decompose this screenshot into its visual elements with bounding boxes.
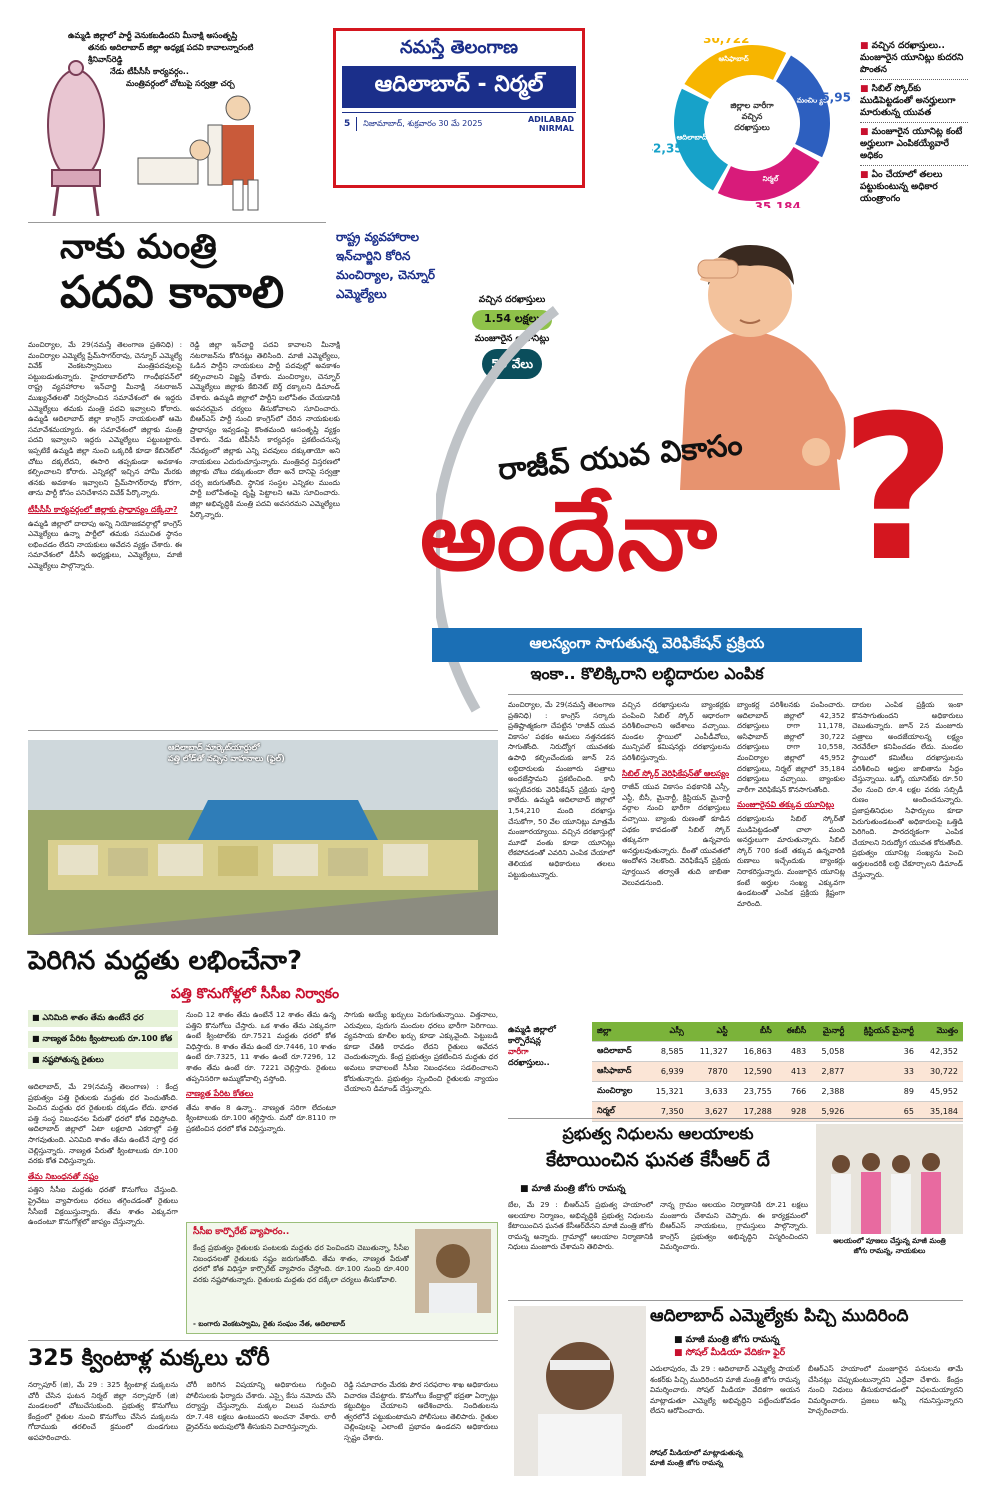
story5-photo — [514, 1306, 646, 1476]
story2-kicker: పత్తి కొనుగోళ్లలో సీసీఐ నిర్వాకం — [170, 986, 340, 1002]
temple-photo — [816, 1124, 963, 1234]
donut-district-label: నిర్మల్ — [762, 175, 779, 184]
stat2-label: మంజూరైన యూనిట్లు — [474, 334, 550, 344]
donut-center-2: వచ్చిన — [741, 112, 763, 121]
table-row: మంచిర్యాల 15,321 3,633 23,755 766 2,388 89 45,952 — [592, 1082, 963, 1102]
story1-col1: మంచిర్యాల, మే 29(నమస్తే తెలంగాణ ప్రతినిధి) : మంచిర్యాల ఎమ్మెల్యే ప్రేమ్‌సాగర్‌రావు, చెన్నూర్ ఎమ్మెల్యే వివేక్ వెంకటస్వామిలు మంత్రిపదవులపై పట్టుబడుతున్నారు. హైదరాబాద్‌లోని గాంధీభవన్‌లో రాష్ట్ర వ్యవహారాల ఇన్‌చార్జి మీనాక్షి నటరాజన్ ముఖ్యనేతలతో నిర్వహించిన సమావేశంలో ఈ ఇద్దరు ఎమ్మెల్యేలు తమకు మంత్రి పదవి ఇవ్వాలని కోరారు. ఉమ్మడి ఆదిలాబాద్ జిల్లా కాంగ్రెస్ నాయకులతో ఆమె సమావేశమయ్యారు. ఈ సమావేశంలో జిల్లాకు మంత్రి పదవి ఇవ్వాలని ఇద్దరు ఎమ్మెల్యేలు పట్టుబట్టారు. ఇప్పటికే ఉమ్మడి జిల్లా నుంచి ఒక్కరికీ కూడా కేబినెట్‌లో చోటు దక్కలేదని, ఈసారి తప్పకుండా అవకాశం కల్పించాలని కోరారు. ఎన్నికల్లో ఇచ్చిన హామీ మేరకు తనకు అవకాశం ఇవ్వాలని ప్రేమ్‌సాగర్‌రావు కోరగా, తాను పార్టీ కోసం పనిచేశానని వివేక్ పేర్కొన్నారు. టీపీసీసీ కార్యవర్గంలో జిల్లాకు ప్రాధాన్యం దక్కేనా? ఉమ్మడి జిల్లాలో దాదాపు అన్ని నియోజకవర్గాల్లో కాంగ్రెస్ ఎమ్మెల్యేలు ఉన్నా పార్టీలో తమకు సముచిత స్థానం లభించడం లేదని నాయకులు ఆవేదన వ్యక్తం చేశారు. ఈ సమావేశంలో డీసీసీ అధ్యక్షులు, ఎమ్మెల్యేలు, మాజీ ఎమ్మెల్యేలు పాల్గొన్నారు. — [28, 340, 182, 570]
table-row: నిర్మల్ 7,350 3,627 17,288 928 5,926 65 35,184 — [592, 1102, 963, 1122]
story1-deck: రాష్ట్ర వ్యవహారాల ఇన్‌చార్జిని కోరిన మంచిర్యాల, చెన్నూర్ ఎమ్మెల్యేలు — [336, 230, 436, 301]
story1-subhead: టీపీసీసీ కార్యవర్గంలో జిల్లాకు ప్రాధాన్యం దక్కేనా? — [28, 504, 178, 514]
main-col4: దారుల ఎంపిక ప్రక్రియ ఇంకా కొనసాగుతుందని అధికారులు చెబుతున్నారు. జూన్ 2న మంజూరు పత్రాలు అందజేయాలన్న లక్ష్యం నెరవేరేలా కనిపించడం లేదు. మండల స్థాయిలో కమిటీలు దరఖాస్తులను పరిశీలించి అర్హుల జాబితాను సిద్ధం చేస్తున్నాయి. ఒక్కో యూనిట్‌కు రూ.50 వేల నుంచి రూ.4 లక్షల వరకు సబ్సిడీ రుణం అందించనున్నారు. ప్రజాప్రతినిధుల సిఫార్సులు కూడా పెరుగుతుండటంతో అధికారులపై ఒత్తిడి పెరిగింది. పారదర్శకంగా ఎంపిక చేయాలని నిరుద్యోగ యువత కోరుతోంది. ప్రభుత్వం యూనిట్ల సంఖ్యను పెంచి అర్హులందరికీ లబ్ధి చేకూర్చాలని డిమాండ్ చేస్తున్నారు. — [852, 700, 963, 879]
brand-name: నమస్తే తెలంగాణ — [336, 31, 582, 62]
temple-photo-caption: ఆలయంలో పూజలు చేస్తున్న మాజీ మంత్రి జోగు రామన్న, నాయకులు — [833, 1237, 946, 1255]
edition-en-2: NIRMAL — [538, 124, 574, 133]
masthead — [333, 28, 585, 188]
stat1-label: వచ్చిన దరఖాస్తులు — [478, 295, 546, 305]
story1-headline — [60, 227, 330, 318]
story2-bullet-3: ■ నష్టపోతున్న రైతులు — [28, 1052, 178, 1069]
main-col3: బ్యాంకర్ల పరిశీలనకు పంపించారు. ఆదిలాబాద్ జిల్లాలో 42,352 దరఖాస్తులు రాగా 11,178, ఆసిఫాబాద్ జిల్లాలో 30,722 దరఖాస్తులు రాగా 10,558, మంచిర్యాల జిల్లాలో 45,952 దరఖాస్తులు, నిర్మల్ జిల్లాలో 35,184 దరఖాస్తులు వచ్చాయి. బ్యాంకుల వారీగా వెరిఫికేషన్ కొనసాగుతోంది. మంజూరైనవి తక్కువ యూనిట్లు దరఖాస్తులను సిబిల్ స్కోర్‌తో ముడిపెట్టడంతో చాలా మంది అనర్హులుగా మారుతున్నారు. సిబిల్ స్కోర్ 700 కంటే తక్కువ ఉన్నవారికి రుణాలు ఇచ్చేందుకు బ్యాంకర్లు నిరాకరిస్తున్నారు. మంజూరైన యూనిట్ల కంటే అర్హుల సంఖ్య ఎక్కువగా ఉండటంతో ఎంపిక ప్రక్రియ క్లిష్టంగా మారింది. — [737, 700, 845, 908]
stat2-value: 50 వేలు — [482, 349, 542, 379]
quote-title: సీసీఐ కార్పొరేట్ వ్యాపారం.. — [193, 1227, 290, 1237]
cartoon-line-1: ఉమ్మడి జిల్లాలో పార్టీ వెనుకబడిందని మీనాక్షి అసంతృప్తి — [68, 31, 238, 40]
quote-text: కేంద్ర ప్రభుత్వం రైతులకు పంటలకు మద్దతు ధర పెంచిందని చెబుతున్నా, సీసీఐ నిబంధనలతో రైతులకు నష్టం జరుగుతోంది. తేమ శాతం, నాణ్యత పేరుతో ధరలో కోత విధిస్తూ కార్పొరేట్ వ్యాపారం చేస్తోంది. రూ.100 నుంచి రూ.400 వరకు నష్టపోతున్నారు. రైతులకు మద్దతు ధర దక్కేలా చర్యలు తీసుకోవాలి. — [193, 1243, 409, 1284]
edition-name: ఆదిలాబాద్ - నిర్మల్ — [342, 66, 576, 108]
story5-col1: ఎదులాపురం, మే 29 : ఆదిలాబాద్ ఎమ్మెల్యే పాయల్ శంకర్‌కు పిచ్చి ముదిరిందని మాజీ మంత్రి జోగు రామన్న విమర్శించారు. సోషల్ మీడియా వేదికగా ఆయన మాట్లాడుతూ ఎమ్మెల్యే అభివృద్ధిని పట్టించుకోవడం లేదని ఆరోపించారు. — [650, 1364, 800, 1416]
story2-bullets — [28, 1010, 178, 1069]
story1-headline-line1: నాకు మంత్రి — [60, 227, 217, 267]
right-bullet-1: ■ వచ్చిన దరఖాస్తులు.. మంజూరైన యూనిట్లు కుదరని పొంతన — [860, 41, 964, 75]
donut-center-3: దరఖాస్తులు — [734, 123, 770, 132]
donut-value-label: 35,184 — [754, 200, 801, 208]
main-col2: వచ్చిన దరఖాస్తులను బ్యాంకర్లకు పంపించి సిబిల్ స్కోర్ ఆధారంగా పరిశీలించాలని ఆదేశాలు వచ్చాయి. మండల స్థాయిలో ఎంపీడీవోలు, మున్సిపల్ కమిషనర్లు దరఖాస్తులను పరిశీలిస్తున్నారు. సిబిల్ స్కోర్ వెరిఫికేషన్‌తో ఆలస్యం రాజీవ్ యువ వికాసం పథకానికి ఎస్సీ, ఎస్టీ, బీసీ, మైనార్టీ, క్రిస్టియన్ మైనార్టీ వర్గాల నుంచి భారీగా దరఖాస్తులు వచ్చాయి. బ్యాంకు రుణంతో కూడిన పథకం కావడంతో సిబిల్ స్కోర్ తక్కువగా ఉన్నవారు అనర్హులవుతున్నారు. దీంతో యువతలో ఆందోళన నెలకొంది. వెరిఫికేషన్ ప్రక్రియ పూర్తయిన తర్వాతే తుది జాబితా వెలువడనుంది. — [622, 700, 730, 887]
story4-col1: బేల, మే 29 : బీఆర్‌ఎస్ ప్రభుత్వ హయాంలో ఆలయాల నిర్మాణం, అభివృద్ధికి ప్రభుత్వ నిధులను కేటాయించిన ఘనత కేసీఆర్‌దేనని మాజీ మంత్రి జోగు రామన్న అన్నారు. గ్రామాల్లో ఆలయాల నిర్మాణానికి నిధులు మంజూరు చేశామని తెలిపారు. — [508, 1200, 653, 1252]
market-yard-image — [28, 740, 498, 935]
donut-value-label: 45,95 — [812, 90, 851, 105]
edition-en-1: ADILABAD — [527, 115, 574, 124]
donut-value-label: 30,722 — [703, 38, 750, 46]
story3-col2: చోరీ జరిగిన విషయాన్ని అధికారులు గుర్తించి పోలీసులకు ఫిర్యాదు చేశారు. ఎస్సై కేసు నమోదు చేసి దర్యాప్తు చేస్తున్నారు. మక్కల విలువ సుమారు రూ.7.48 లక్షలు ఉంటుందని అంచనా వేశారు. లారీ డ్రైవర్‌ను అదుపులోకి తీసుకుని విచారిస్తున్నారు. — [186, 1380, 336, 1432]
main-subtitle: ఆలస్యంగా సాగుతున్న వెరిఫికేషన్ ప్రక్రియ — [432, 628, 862, 662]
main-subtitle-2: ఇంకా.. కొలిక్కిరాని లబ్ధిదారుల ఎంపిక — [530, 664, 764, 683]
page-number: 5 — [344, 119, 351, 129]
right-bullet-2: ■ సిబిల్ స్కోర్‌కు ముడిపెట్టడంతో అనర్హులుగా మారుతున్న యువత — [860, 84, 956, 118]
masthead-info — [336, 113, 582, 135]
main-title-small: రాజీవ్ యువ వికాసం — [496, 427, 745, 488]
story2-quote-box — [186, 1222, 498, 1334]
cartoon-panel — [28, 30, 324, 216]
story2-bullet-1: ■ ఎనిమిది శాతం తేమ ఉంటేనే ధర — [28, 1010, 178, 1027]
right-bullet-3: ■ మంజూరైన యూనిట్ల కంటే అర్హులుగా ఎంపికయ్యేవారే అధికం — [860, 127, 963, 161]
dateline: నిజామాబాద్, శుక్రవారం 30 మే 2025 — [363, 118, 483, 128]
story2-headline: పెరిగిన మద్దతు లభించేనా? — [28, 946, 303, 976]
story5-photo-caption: సోషల్ మీడియాలో మాట్లాడుతున్న మాజీ మంత్రి జోగు రామన్న — [650, 1449, 743, 1467]
story2-col3: సాగుకు అయ్యే ఖర్చులు పెరుగుతున్నాయి. విత్తనాలు, ఎరువులు, పురుగు మందుల ధరలు భారీగా పెరిగాయి. వ్యవసాయ కూలీల ఖర్చు కూడా ఎక్కువైంది. పెట్టుబడి కూడా చేతికి రావడం లేదని రైతులు ఆవేదన చెందుతున్నారు. కేంద్ర ప్రభుత్వం ప్రకటించిన మద్దతు ధర అమలు కావాలంటే సీసీఐ నిబంధనలు సడలించాలని కోరుతున్నారు. ప్రభుత్వం స్పందించి రైతులకు న్యాయం చేయాలని డిమాండ్ చేస్తున్నారు. — [344, 1010, 498, 1094]
story3-col1: నర్సాపూర్ (జి), మే 29 : 325 క్వింటాళ్ల మక్కలను చోరీ చేసిన ఘటన నిర్మల్ జిల్లా నర్సాపూర్ (జి) మండలంలో చోటుచేసుకుంది. ప్రభుత్వ కొనుగోలు కేంద్రంలో రైతుల నుంచి కొనుగోలు చేసిన మక్కలను గోదాముకు తరలించే క్రమంలో దుండగులు అపహరించారు. — [28, 1380, 178, 1442]
main-col1: మంచిర్యాల, మే 29(నమస్తే తెలంగాణ ప్రతినిధి) : కాంగ్రెస్ సర్కారు ప్రతిష్టాత్మకంగా చేపట్టిన 'రాజీవ్ యువ వికాసం' పథకం అమలు నత్తనడకన సాగుతోంది. నిరుద్యోగ యువతకు ఉపాధి కల్పించేందుకు జూన్ 2న లబ్ధిదారులకు మంజూరు పత్రాలు అందజేస్తామని ప్రకటించింది. కానీ ఇప్పటివరకు వెరిఫికేషన్ ప్రక్రియ పూర్తి కాలేదు. ఉమ్మడి ఆదిలాబాద్ జిల్లాలో 1,54,210 మంది దరఖాస్తు చేసుకోగా, 50 వేల యూనిట్లు మాత్రమే మంజూరయ్యాయి. వచ్చిన దరఖాస్తుల్లో మూడో వంతు కూడా యూనిట్లు లేకపోవడంతో ఎవరిని ఎంపిక చేయాలో తెలియక అధికారులు తలలు పట్టుకుంటున్నారు. — [508, 700, 615, 879]
question-mark: ? — [840, 373, 957, 606]
donut-district-label: ఆసిఫాబాద్ — [718, 54, 749, 63]
main-title-big: అందేనా — [420, 480, 719, 592]
story3-col3: రెడ్డి సమాచారం మేరకు పౌర సరఫరాల శాఖ అధికారులు విచారణ చేపట్టారు. కొనుగోలు కేంద్రాల్లో భద్రతా ఏర్పాట్లు కట్టుదిట్టం చేయాలని ఆదేశించారు. నిందితులను త్వరలోనే పట్టుకుంటామని పోలీసులు తెలిపారు. రైతుల చెల్లింపులపై ఎలాంటి ప్రభావం ఉండదని అధికారులు స్పష్టం చేశారు. — [344, 1380, 498, 1442]
story2-col2: నుంచి 12 శాతం తేమ ఉంటేనే 12 శాతం తేమ ఉన్న పత్తిని కొనుగోలు చేస్తారు. ఒక శాతం తేమ ఎక్కువగా ఉంటే క్వింటాల్‌కు రూ.7521 మద్దతు ధరలో కోత విధిస్తారు. 8 శాతం తేమ ఉంటే రూ.7446, 10 శాతం ఉంటే రూ.7325, 11 శాతం ఉంటే రూ.7296, 12 శాతం తేమ ఉంటే రూ. 7221 చెల్లిస్తారు. రైతులు తప్పనిసరిగా అమ్ముకోవాల్సి వస్తోంది. నాణ్యత పేరిట కోతలు తేమ శాతం 8 ఉన్నా.. నాణ్యత సరిగా లేదంటూ క్వింటాలుకు రూ.100 తగ్గిస్తారు. మరో రూ.8110 గా ప్రకటించిన ధరలో కోత విధిస్తున్నారు. — [186, 1010, 336, 1133]
right-bullet-4: ■ ఏం చేయాలో తలలు పట్టుకుంటున్న అధికార యంత్రాంగం — [860, 170, 943, 204]
table-row: ఆదిలాబాద్ 8,585 11,327 16,863 483 5,058 36 42,352 — [592, 1042, 963, 1062]
story1-col2: రెడ్డి జిల్లా ఇన్‌చార్జి పదవి కావాలని మీనాక్షి నటరాజన్‌ను కోరినట్లు తెలిసింది. మాజీ ఎమ్మెల్యేలు, ఓడిన పార్టీని నాయకులు పార్టీ పదవుల్లో అవకాశం కల్పించాలని విజ్ఞప్తి చేశారు. మంచిర్యాల, చెన్నూర్ ఎమ్మెల్యేలు జిల్లాకు కేబినెట్ బెర్త్ దక్కాలని డిమాండ్ చేశారు. ఉమ్మడి జిల్లాలో పార్టీని బలోపేతం చేయడానికి అవసరమైన చర్యలు తీసుకోవాలని సూచించారు. బీఆర్‌ఎస్ పార్టీ నుంచి కాంగ్రెస్‌లో చేరిన నాయకులకు ప్రాధాన్యం ఇవ్వడంపై కొంతమంది అసంతృప్తి వ్యక్తం చేశారు. నేడు టీపీసీసీ కార్యవర్గం ప్రకటించనున్న నేపథ్యంలో జిల్లాకు ఎన్ని పదవులు దక్కుతాయో అని నాయకులు ఎదురుచూస్తున్నారు. మంత్రివర్గ విస్తరణలో జిల్లాకు చోటు దక్కుతుందా లేదా అనే దానిపై సర్వత్రా చర్చ జరుగుతోంది. స్థానిక సంస్థల ఎన్నికల ముందు పార్టీ బలోపేతంపై దృష్టి పెట్టాలని ఆమె సూచించారు. జిల్లా అభివృద్ధికి మంత్రి పదవి అవసరమని ఎమ్మెల్యేలు పేర్కొన్నారు. — [190, 340, 340, 519]
story4-headline: ప్రభుత్వ నిధులను ఆలయాలకు కేటాయించిన ఘనత కేసీఆర్ దే — [546, 1124, 770, 1171]
cartoon-line-2: తనకు ఆదిలాబాద్ జిల్లా అధ్యక్ష పదవి కావాలన్నారంటి శ్రీనివాస్‌రెడ్డి — [88, 43, 254, 64]
quote-author: - బంగారు వెంకటస్వామి, రైతు సంఘం నేత, ఆదిలాబాద్ — [193, 1320, 346, 1328]
market-photo-caption-2: పత్తి లోడ్‌తో వచ్చిన వాహనాలు (ఫైల్) — [168, 754, 285, 763]
right-bullets — [860, 40, 968, 205]
story5-col2: బీఆర్‌ఎస్ హయాంలో మంజూరైన పనులను తామే చేసినట్లు చెప్పుకుంటున్నారని ఎద్దేవా చేశారు. కేంద్రం నుంచి నిధులు తీసుకురావడంలో విఫలమయ్యారని విమర్శించారు. ప్రజలు అన్నీ గమనిస్తున్నారని హెచ్చరించారు. — [808, 1364, 963, 1416]
market-yard-photo — [28, 740, 498, 935]
story5-headline: ఆదిలాబాద్ ఎమ్మెల్యేకు పిచ్చి ముదిరింది — [650, 1306, 909, 1326]
stat1-value: 1.54 లక్షలు — [472, 310, 552, 330]
story1-headline-line2: పదవి కావాలి — [60, 266, 285, 318]
story2-bullet-2: ■ నాణ్యత పేరిట క్వింటాలుకు రూ.100 కోత — [28, 1031, 178, 1048]
story4-col2: నాన్న గ్రామం ఆలయం నిర్మాణానికి రూ.21 లక్షలు మంజూరు చేశామని చెప్పారు. ఈ కార్యక్రమంలో బీఆర్‌ఎస్ నాయకులు, గ్రామస్తులు పాల్గొన్నారు. కాంగ్రెస్ ప్రభుత్వం అభివృద్ధిని విస్మరించిందని విమర్శించారు. — [660, 1200, 808, 1252]
table-caption: ఉమ్మడి జిల్లాలో కార్పొరేషన్ల వారీగా దరఖాస్తులు.. — [508, 1025, 556, 1067]
quote-author-photo — [415, 1229, 491, 1313]
district-infographic — [652, 38, 852, 208]
donut-district-label: ఆదిలాబాద్ — [676, 133, 707, 142]
cartoon-line-4: మంత్రివర్గంలో చోటుపై సర్వత్రా చర్చ — [126, 79, 235, 88]
donut-center-1: జిల్లాల వారీగా — [730, 101, 774, 110]
market-photo-caption-1: ఆదిలాబాద్ మార్కెట్‌యార్డులో — [168, 743, 260, 752]
table-row: ఆసిఫాబాద్ 6,939 7870 12,590 413 2,877 33 30,722 — [592, 1062, 963, 1082]
cartoon-line-3: నేడు టీపీసీసీ కార్యవర్గం.. — [110, 67, 189, 76]
donut-value-label: 2,352 — [653, 141, 692, 156]
table-header-row: జిల్లా ఎస్సీ ఎస్టీ బీసీ ఈబీసీ మైనార్టీ క్రిస్టియన్ మైనార్టీ మొత్తం — [592, 1022, 963, 1042]
story3-headline: 325 క్వింటాళ్ల మక్కలు చోరీ — [28, 1346, 270, 1371]
donut-segment-1 — [684, 45, 786, 99]
donut-district-label: మంచిర్యాల — [796, 96, 828, 105]
story2-col1: ఆదిలాబాద్, మే 29(నమస్తే తెలంగాణ) : కేంద్ర ప్రభుత్వం పత్తి రైతులకు మద్దతు ధర పెంచుతోంది. పెంచిన మద్దతు ధర రైతులకు దక్కడం లేదు. భారత పత్తి సంస్థ నిబంధనల పేరుతో ధరలో కోత విధిస్తోంది. ఆదిలాబాద్ జిల్లాలో ఏటా లక్షలాది ఎకరాల్లో పత్తి సాగవుతుంది. ఎనిమిది శాతం తేమ ఉంటేనే పూర్తి ధర చెల్లిస్తున్నారు. నాణ్యత పేరుతో క్వింటాలుకు రూ.100 వరకు కోత విధిస్తున్నారు. తేమ నిబంధనతో నష్టం పత్తిని సీసీఐ మద్దతు ధరతో కొనుగోలు చేస్తుంది. ప్రైవేటు వ్యాపారులు ధరలు తగ్గించడంతో రైతులు సీసీఐకే విక్రయిస్తున్నారు. తేమ శాతం ఎక్కువగా ఉందంటూ కొనుగోళ్లలో జాప్యం చేస్తున్నారు. — [28, 1082, 178, 1227]
corporation-table — [592, 1022, 963, 1122]
story4-byline: ■ మాజీ మంత్రి జోగు రామన్న — [520, 1184, 626, 1194]
story5-byline: ■ మాజీ మంత్రి జోగు రామన్న ■ సోషల్ మీడియా వేదికగా ఫైర్ — [674, 1335, 786, 1358]
